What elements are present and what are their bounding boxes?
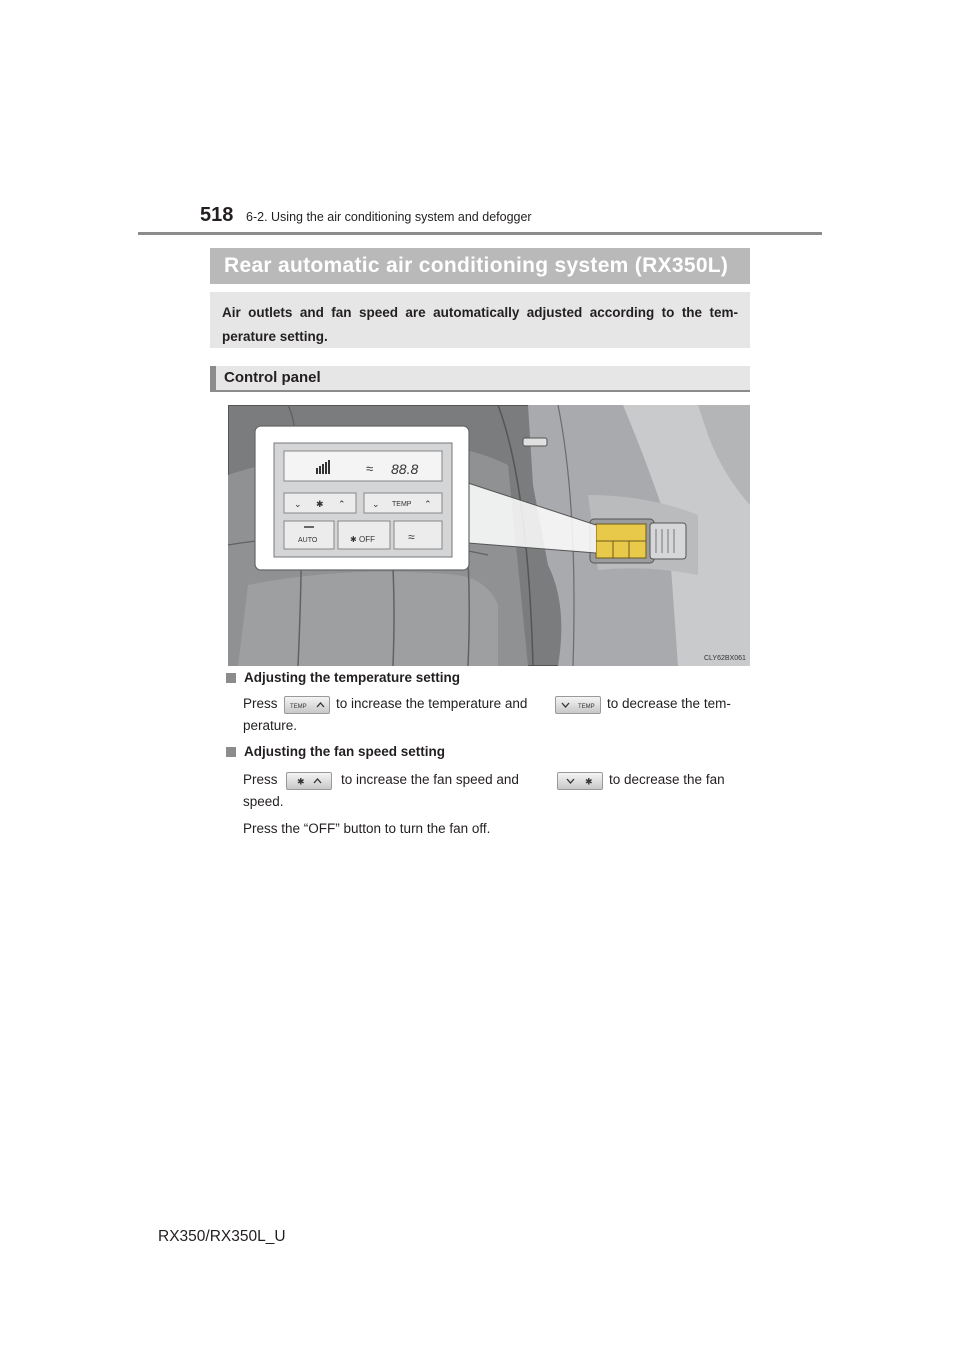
control-panel-title: Control panel [224,369,321,386]
item1-text-line2: perature. [243,718,298,733]
item2-text-line2: speed. [243,794,284,809]
figure-code: CLY62BX061 [704,655,746,662]
intro-box: Air outlets and fan speed are automatically adjusted according to the tem-perature setting. [210,292,750,348]
control-panel-heading [210,366,750,392]
panel-off-label: OFF [359,535,375,544]
svg-text:≈: ≈ [408,530,415,544]
item1-text-b: to increase the temperature and [336,696,528,711]
item-heading-temperature: Adjusting the temperature setting [226,670,460,685]
display-readout: 88.8 [391,461,419,477]
chapter-title: 6-2. Using the air conditioning system and defogger [246,210,532,224]
item1-text-c: to decrease the tem- [607,696,731,711]
item2-text-b: to increase the fan speed and [341,772,519,787]
section-title: Rear automatic air conditioning system (RX350L) [224,254,729,277]
svg-text:⌄: ⌄ [372,499,380,509]
item1-text-a: Press [243,696,278,711]
svg-text:⌃: ⌃ [338,499,346,509]
svg-text:✱: ✱ [350,535,357,544]
section-heading [210,248,750,284]
svg-text:≈: ≈ [366,461,374,476]
svg-text:✱: ✱ [585,776,593,787]
svg-text:TEMP: TEMP [578,704,595,710]
square-bullet-icon [226,673,236,683]
item-heading-fan-speed: Adjusting the fan speed setting [226,744,445,759]
car-interior-drawing [228,405,750,666]
item2-text-c: to decrease the fan [609,772,725,787]
item2-text-a: Press [243,772,278,787]
svg-text:✱: ✱ [316,499,324,509]
panel-auto-label: AUTO [298,537,318,544]
svg-text:⌄: ⌄ [294,499,302,509]
svg-text:⌃: ⌃ [424,499,432,509]
temp-up-button-icon [284,696,330,714]
control-panel-illustration [228,405,750,666]
fan-down-button-icon [557,772,603,790]
header-rule [138,232,822,235]
temp-down-button-icon [555,696,601,714]
svg-text:✱: ✱ [297,776,305,787]
page-number: 518 [200,204,234,226]
item2-text-line3: Press the “OFF” button to turn the fan off. [243,821,491,836]
svg-text:TEMP: TEMP [290,704,307,710]
square-bullet-icon [226,747,236,757]
footer-model: RX350/RX350L_U [158,1228,286,1245]
panel-temp-label: TEMP [392,501,412,508]
fan-up-button-icon [286,772,332,790]
